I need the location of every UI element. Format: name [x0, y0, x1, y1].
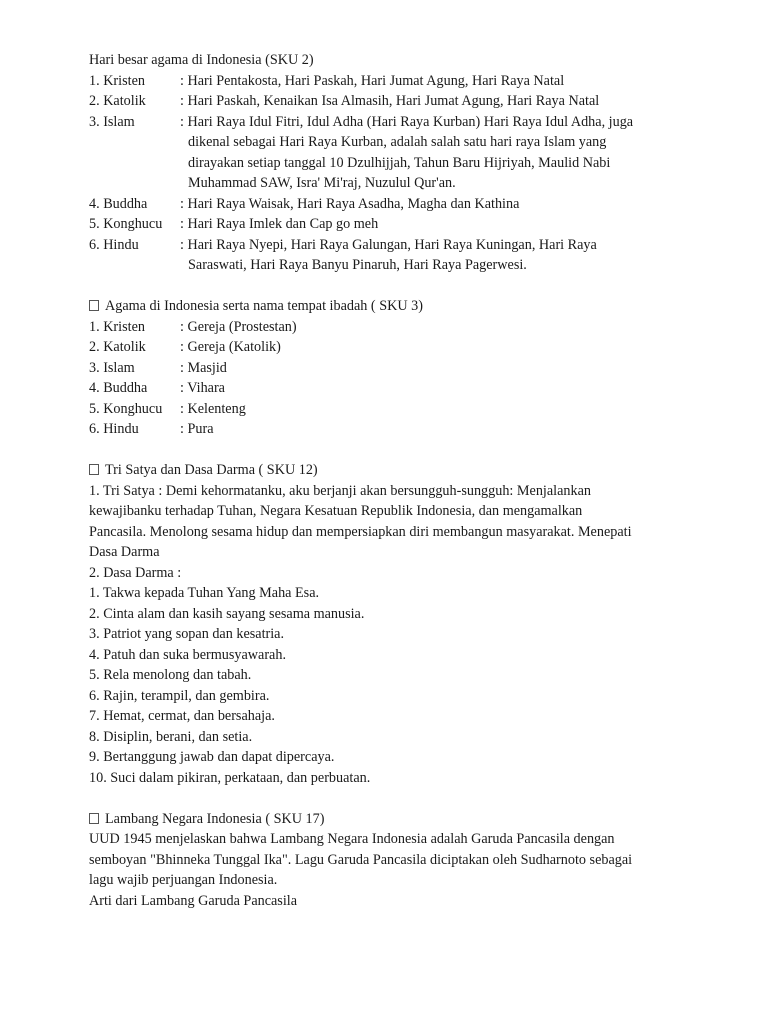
- missing-glyph-bullet-icon: [89, 464, 99, 475]
- dasa-darma-item: 6. Rajin, terampil, dan gembira.: [89, 687, 270, 704]
- item-value: : Kelenteng: [180, 400, 246, 417]
- item-value-continued: Saraswati, Hari Raya Banyu Pinaruh, Hari Raya Pagerwesi.: [188, 257, 527, 273]
- item-value-continued: dirayakan setiap tanggal 10 Dzulhijjah, Tahun Baru Hijriyah, Maulid Nabi: [188, 154, 611, 171]
- item-value: : Gereja (Katolik): [180, 339, 281, 355]
- paragraph-line: lagu wajib perjuangan Indonesia.: [89, 872, 278, 888]
- item-label: 3. Islam: [89, 113, 135, 130]
- item-label: 4. Buddha: [89, 380, 148, 396]
- dasa-darma-item: 7. Hemat, cermat, dan bersahaja.: [89, 708, 275, 724]
- item-label: 5. Konghucu: [89, 400, 163, 417]
- item-value: : Hari Raya Nyepi, Hari Raya Galungan, Hari Raya Kuningan, Hari Raya: [180, 236, 597, 253]
- list-item-sku3-kristen: [89, 317, 709, 338]
- section-heading-sku12: [89, 460, 709, 481]
- tri-satya-line: 1. Tri Satya : Demi kehormatanku, aku berjanji akan bersungguh-sungguh: Menjalankan: [89, 482, 591, 499]
- item-value: : Gereja (Prostestan): [180, 318, 297, 335]
- item-value: : Hari Raya Waisak, Hari Raya Asadha, Magha dan Kathina: [180, 195, 520, 212]
- tri-satya-line: Pancasila. Menolong sesama hidup dan mempersiapkan diri membangun masyarakat. Menepati: [89, 523, 632, 540]
- item-label: 5. Konghucu: [89, 216, 163, 232]
- item-value: : Pura: [180, 421, 214, 437]
- section-title-sku12: Tri Satya dan Dasa Darma ( SKU 12): [105, 462, 318, 478]
- missing-glyph-bullet-icon: [89, 813, 99, 824]
- dasa-darma-item: 3. Patriot yang sopan dan kesatria.: [89, 626, 285, 642]
- item-value: : Masjid: [180, 359, 227, 376]
- section-heading-sku17: [89, 809, 709, 830]
- section-title-sku3: Agama di Indonesia serta nama tempat ibadah ( SKU 3): [105, 298, 423, 314]
- list-item-sku2-kristen: [89, 71, 709, 92]
- paragraph-line: semboyan "Bhinneka Tunggal Ika". Lagu Garuda Pancasila diciptakan oleh Sudharnoto sebagai: [89, 851, 633, 868]
- dasa-darma-item: 9. Bertanggung jawab dan dapat dipercaya.: [89, 749, 335, 765]
- item-label: 6. Hindu: [89, 236, 139, 253]
- item-label: 2. Katolik: [89, 93, 146, 109]
- item-value: : Hari Paskah, Kenaikan Isa Almasih, Hari Jumat Agung, Hari Raya Natal: [180, 93, 600, 109]
- dasa-darma-heading: 2. Dasa Darma :: [89, 564, 182, 581]
- dasa-darma-item: 4. Patuh dan suka bermusyawarah.: [89, 646, 286, 663]
- dasa-darma-item: 2. Cinta alam dan kasih sayang sesama manusia.: [89, 605, 365, 622]
- dasa-darma-item: 5. Rela menolong dan tabah.: [89, 667, 252, 683]
- list-item-sku2-islam: [89, 112, 709, 194]
- item-label: 4. Buddha: [89, 195, 148, 212]
- item-value: : Vihara: [180, 380, 225, 396]
- item-value: : Hari Raya Imlek dan Cap go meh: [180, 216, 379, 232]
- item-value-continued: Muhammad SAW, Isra' Mi'raj, Nuzulul Qur'an.: [188, 175, 456, 191]
- paragraph-line: UUD 1945 menjelaskan bahwa Lambang Negara Indonesia adalah Garuda Pancasila dengan: [89, 831, 615, 847]
- section-title-sku17: Lambang Negara Indonesia ( SKU 17): [105, 810, 325, 827]
- list-item-sku2-hindu: [89, 235, 709, 276]
- list-item-sku3-katolik: [89, 337, 709, 358]
- dasa-darma-item: 1. Takwa kepada Tuhan Yang Maha Esa.: [89, 585, 320, 601]
- list-item-sku3-konghucu: [89, 399, 709, 420]
- list-item-sku3-hindu: [89, 419, 709, 440]
- item-value: : Hari Pentakosta, Hari Paskah, Hari Jumat Agung, Hari Raya Natal: [180, 72, 565, 89]
- list-item-sku2-buddha: [89, 194, 709, 215]
- missing-glyph-bullet-icon: [89, 300, 99, 311]
- list-item-sku3-islam: [89, 358, 709, 379]
- document-page: [89, 50, 709, 911]
- list-item-sku2-katolik: [89, 91, 709, 112]
- dasa-darma-item: 8. Disiplin, berani, dan setia.: [89, 728, 253, 745]
- item-value: : Hari Raya Idul Fitri, Idul Adha (Hari Raya Kurban) Hari Raya Idul Adha, juga: [180, 113, 634, 130]
- item-label: 2. Katolik: [89, 339, 146, 355]
- item-label: 1. Kristen: [89, 72, 145, 89]
- item-label: 3. Islam: [89, 359, 135, 376]
- paragraph-line: Arti dari Lambang Garuda Pancasila: [89, 892, 298, 909]
- section-title-sku2: Hari besar agama di Indonesia (SKU 2): [89, 52, 314, 68]
- item-label: 1. Kristen: [89, 318, 145, 335]
- list-item-sku3-buddha: [89, 378, 709, 399]
- section-heading-sku3: [89, 296, 709, 317]
- list-item-sku2-konghucu: [89, 214, 709, 235]
- item-label: 6. Hindu: [89, 421, 139, 437]
- tri-satya-line: kewajibanku terhadap Tuhan, Negara Kesatuan Republik Indonesia, dan mengamalkan: [89, 503, 583, 519]
- tri-satya-line: Dasa Darma: [89, 544, 160, 560]
- item-value-continued: dikenal sebagai Hari Raya Kurban, adalah salah satu hari raya Islam yang: [188, 134, 607, 150]
- dasa-darma-item: 10. Suci dalam pikiran, perkataan, dan perbuatan.: [89, 769, 371, 786]
